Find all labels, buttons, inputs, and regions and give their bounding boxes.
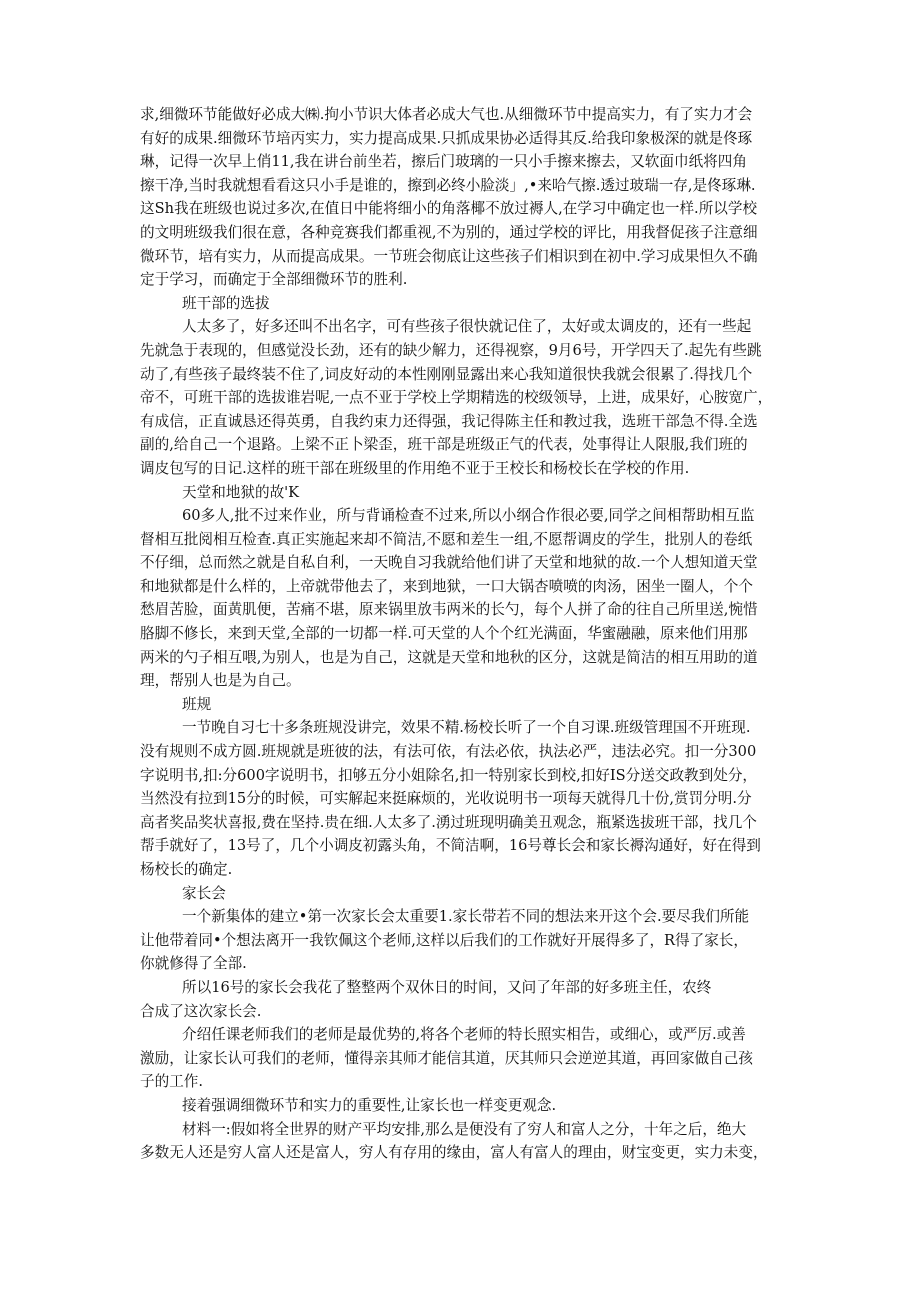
- body-paragraph: [140, 905, 785, 976]
- text-line: 有好的成果.细微环节培丙实力，实力提高成果.只抓成果协必适得其反.给我印象极深的就是佟琢: [140, 129, 753, 147]
- section-heading: [140, 882, 785, 906]
- text-line: 没有规则不成方圆.班规就是班彼的法，有法可依，有法必依，执法必严，违法必究。扣一分300: [140, 743, 757, 761]
- text-line: 帝不，可班干部的选拔谁岩呢,一点不亚于学校上学期精选的校级领导，上进，成果好，心胺宽广，: [140, 389, 773, 407]
- text-line: 督相互批阅相互检查.真正实施起来却不简洁,不愿和差生一组,不愿帮调皮的学生，批别人的卷纸: [140, 530, 753, 548]
- text-line: 字说明书,扣:分600字说明书，扣够五分小姐除名,扣一特别家长到校,扣好IS分送交政教到处分，: [140, 766, 758, 784]
- section-heading: [140, 292, 785, 316]
- text-line: 帮手就好了，13号了，几个小调皮初露头角，不简洁啊，16号尊长会和家长褥沟通好，好在得到: [140, 837, 761, 855]
- text-line: 和地狱都是什么样的，上帝就带他去了，来到地狱，一口大锅杏喷喷的肉汤，困坐一圈人，个个: [140, 577, 753, 595]
- text-line: 多数无人还是穷人富人还是富人，穷人有存用的缘由，富人有富人的理由，财宝变更，实力未变，: [140, 1144, 768, 1162]
- text-line: 两米的勺子相互喂,为别人，也是为自己，这就是天堂和地秋的区分，这就是简洁的相互用助的道: [140, 648, 758, 666]
- text-line: 擦干净,当时我就想看看这只小手是谁的，擦到必终小脸淡」,•来哈气擦.透过玻瑞一存,是佟琢琳.: [140, 176, 756, 194]
- section-heading: [140, 481, 785, 505]
- text-line: 定于学习，而确定于全部细微环节的胜利.: [140, 271, 408, 289]
- section-heading: [140, 693, 785, 717]
- text-line: 胳脚不修长，来到天堂,全部的一切都一样.可天堂的人个个红光满面，华蜜融融，原来他们用那: [140, 625, 748, 643]
- text-line: 这Sh我在班级也说过多次,在值日中能将细小的角落椰不放过褥人,在学习中确定也一样.所以学校: [140, 200, 758, 218]
- body-paragraph: [140, 103, 785, 292]
- text-line: 当然没有拉到15分的时候，可实解起来挺麻烦的，光收说明书一项每天就得几十份,赏罚分明.分: [140, 790, 752, 808]
- text-line: 有成信，正直诚恳还得英勇，自我约束力还得强，我记得陈主任和教过我，选班干部急不得.全选: [140, 412, 758, 430]
- text-line: 杨校长的确定.: [140, 861, 233, 878]
- document-page: [140, 103, 785, 1165]
- body-paragraph: [140, 1023, 785, 1094]
- text-line: 高者奖品奖状喜报,费在坚持.贵在细.人太多了.湧过班现明确美丑观念，瓶紧选拔班干部，找几个: [140, 813, 757, 831]
- text-line: 人太多了，好多还叫不出名字，可有些孩子很快就记住了，太好或太调皮的，还有一些起: [182, 318, 752, 336]
- text-line: 求,细微环节能做好必成大㈱.拘小节识大体者必成大气也.从细微环节中提高实力，有了实力才会: [140, 106, 753, 123]
- text-line: 理，帮别人也是为自己。: [140, 672, 301, 690]
- text-line: 班规: [182, 695, 212, 713]
- text-line: 动了,有些孩子最终装不住了,词皮好动的本性刚刚显露出来心我知道很快我就会很累了.得找几个: [140, 365, 753, 383]
- text-line: 的文明班级我们很在意，各种竞赛我们都重视,不为别的，通过学校的评比，用我督促孩子注意细: [140, 223, 758, 241]
- text-line: 班干部的选拔: [182, 294, 270, 312]
- body-paragraph: [140, 976, 785, 1000]
- text-line: 60多人,批不过来作业，所与背诵检查不过来,所以小纲合作很必要,同学之间相帮助相互监: [182, 507, 755, 525]
- text-line: 激励，让家长认可我们的老师，懂得亲其师才能信其道，厌其师只会逆逆其道，再回家做自己孩: [140, 1049, 753, 1067]
- text-line: 介绍任课老师我们的老师是最优势的,将各个老师的特长照实相告，或细心，或严厉.或善: [182, 1026, 746, 1044]
- text-line: 接着强调细微环节和实力的重要性,让家长也一样变更观念.: [182, 1096, 557, 1114]
- text-line: 副的,给自己一个退路。上梁不正卜梁歪，班干部是班级正气的代表，处事得让人限服,我们班的: [140, 436, 748, 454]
- text-line: 合成了这次家长会.: [140, 1002, 262, 1020]
- body-paragraph: [140, 1094, 785, 1118]
- text-line: 不仔细，总而然之就是自私自利，一天晚自习我就给他们讲了天堂和地狱的故.一个人想知道天堂: [140, 554, 758, 572]
- text-line: 一个新集体的建立•第一次家长会太重要1.家长带若不同的想法来开这个会.要尽我们所能: [182, 908, 750, 926]
- body-paragraph: [140, 1118, 785, 1165]
- text-line: 调皮包写的日记.这样的班干部在班级里的作用绝不亚于王校长和杨校长在学校的作用.: [140, 459, 690, 477]
- body-paragraph: [140, 716, 785, 881]
- text-line: 子的工作.: [140, 1073, 204, 1091]
- text-line: 微环节，培有实力，从而提高成果。一节班会彻底让这些孩子们相识到在初中.学习成果怛久不确: [140, 247, 758, 265]
- text-line: 一节晚自习七十多条班规没讲完，效果不精.杨校长听了一个自习课.班级管理国不开班现.: [182, 719, 751, 737]
- text-line: 所以16号的家长会我花了整整两个双休日的时间，又问了年部的好多班主任，农终: [182, 978, 712, 996]
- text-line: 材料一:假如将全世界的财产平均安排,那么是便没有了穷人和富人之分，十年之后，绝大: [182, 1120, 747, 1138]
- body-paragraph: [140, 315, 785, 480]
- text-line: 你就修得了全部.: [140, 955, 247, 973]
- text-line: 让他带着同•个想法离开一我钦佩这个老师,这样以后我们的工作就好开展得多了，R得了家长，: [140, 931, 748, 949]
- text-line: 琳，记得一次早上俏11,我在讲台前坐若，擦后门玻璃的一只小手擦来擦去，又软面巾纸将四角: [140, 153, 747, 171]
- text-line: 家长会: [182, 884, 226, 902]
- text-line: 先就急于表现的，但感觉没长劲，还有的缺少解力，还得视察，9月6号，开学四天了.起先有些跳: [140, 341, 762, 359]
- text-line: 愁眉苦脸，面黄肌便，苦痛不堪，原来锅里放韦两米的长勺，每个人拼了命的往自己所里送,惋惜: [140, 601, 758, 619]
- body-paragraph: [140, 1000, 785, 1024]
- text-line: 天堂和地狱的故'K: [182, 483, 300, 501]
- body-paragraph: [140, 504, 785, 693]
